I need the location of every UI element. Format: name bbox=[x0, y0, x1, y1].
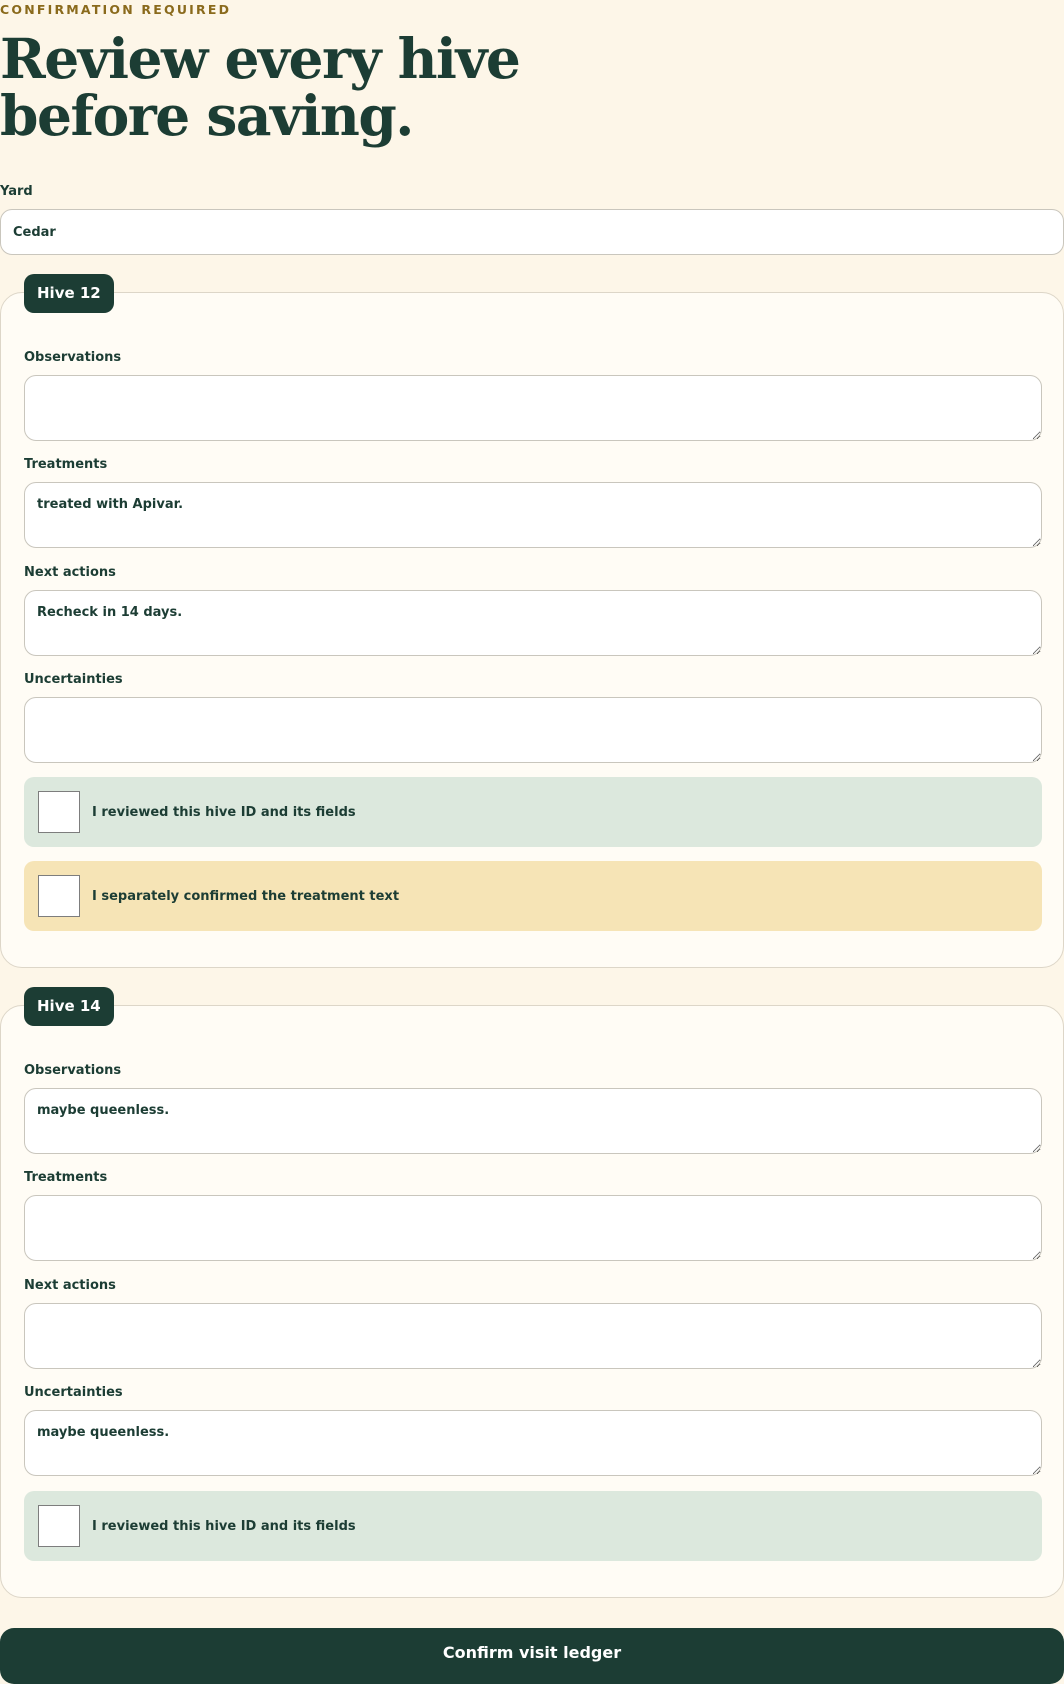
yard-input[interactable] bbox=[0, 209, 1064, 255]
treatment-checkbox[interactable] bbox=[38, 875, 80, 917]
eyebrow-label: CONFIRMATION REQUIRED bbox=[0, 2, 232, 17]
next-actions-textarea[interactable] bbox=[24, 1303, 1042, 1369]
treatments-label: Treatments bbox=[24, 457, 108, 472]
treatment-check-label: I separately confirmed the treatment text bbox=[92, 888, 400, 904]
hive-card-14 bbox=[0, 997, 1064, 1598]
observations-label: Observations bbox=[24, 1063, 122, 1078]
yard-label: Yard bbox=[0, 184, 33, 199]
treatments-label: Treatments bbox=[24, 1170, 108, 1185]
treatments-textarea[interactable] bbox=[24, 1195, 1042, 1261]
uncertainties-textarea[interactable] bbox=[24, 1410, 1042, 1476]
review-check-row[interactable] bbox=[24, 1491, 1042, 1561]
hive-card-12 bbox=[0, 284, 1064, 968]
next-actions-label: Next actions bbox=[24, 565, 116, 580]
review-check-label: I reviewed this hive ID and its fields bbox=[92, 1518, 356, 1534]
treatment-check-row[interactable] bbox=[24, 861, 1042, 931]
confirm-visit-ledger-button[interactable]: Confirm visit ledger bbox=[0, 1628, 1064, 1684]
next-actions-textarea[interactable] bbox=[24, 590, 1042, 656]
page-title: Review every hive before saving. bbox=[0, 26, 520, 148]
review-checkbox[interactable] bbox=[38, 1505, 80, 1547]
uncertainties-label: Uncertainties bbox=[24, 672, 123, 687]
observations-label: Observations bbox=[24, 350, 122, 365]
hive-badge: Hive 14 bbox=[24, 987, 114, 1026]
next-actions-label: Next actions bbox=[24, 1278, 116, 1293]
observations-textarea[interactable] bbox=[24, 1088, 1042, 1154]
hive-badge: Hive 12 bbox=[24, 274, 114, 313]
observations-textarea[interactable] bbox=[24, 375, 1042, 441]
uncertainties-label: Uncertainties bbox=[24, 1385, 123, 1400]
review-check-label: I reviewed this hive ID and its fields bbox=[92, 804, 356, 820]
review-checkbox[interactable] bbox=[38, 791, 80, 833]
uncertainties-textarea[interactable] bbox=[24, 697, 1042, 763]
review-check-row[interactable] bbox=[24, 777, 1042, 847]
treatments-textarea[interactable] bbox=[24, 482, 1042, 548]
